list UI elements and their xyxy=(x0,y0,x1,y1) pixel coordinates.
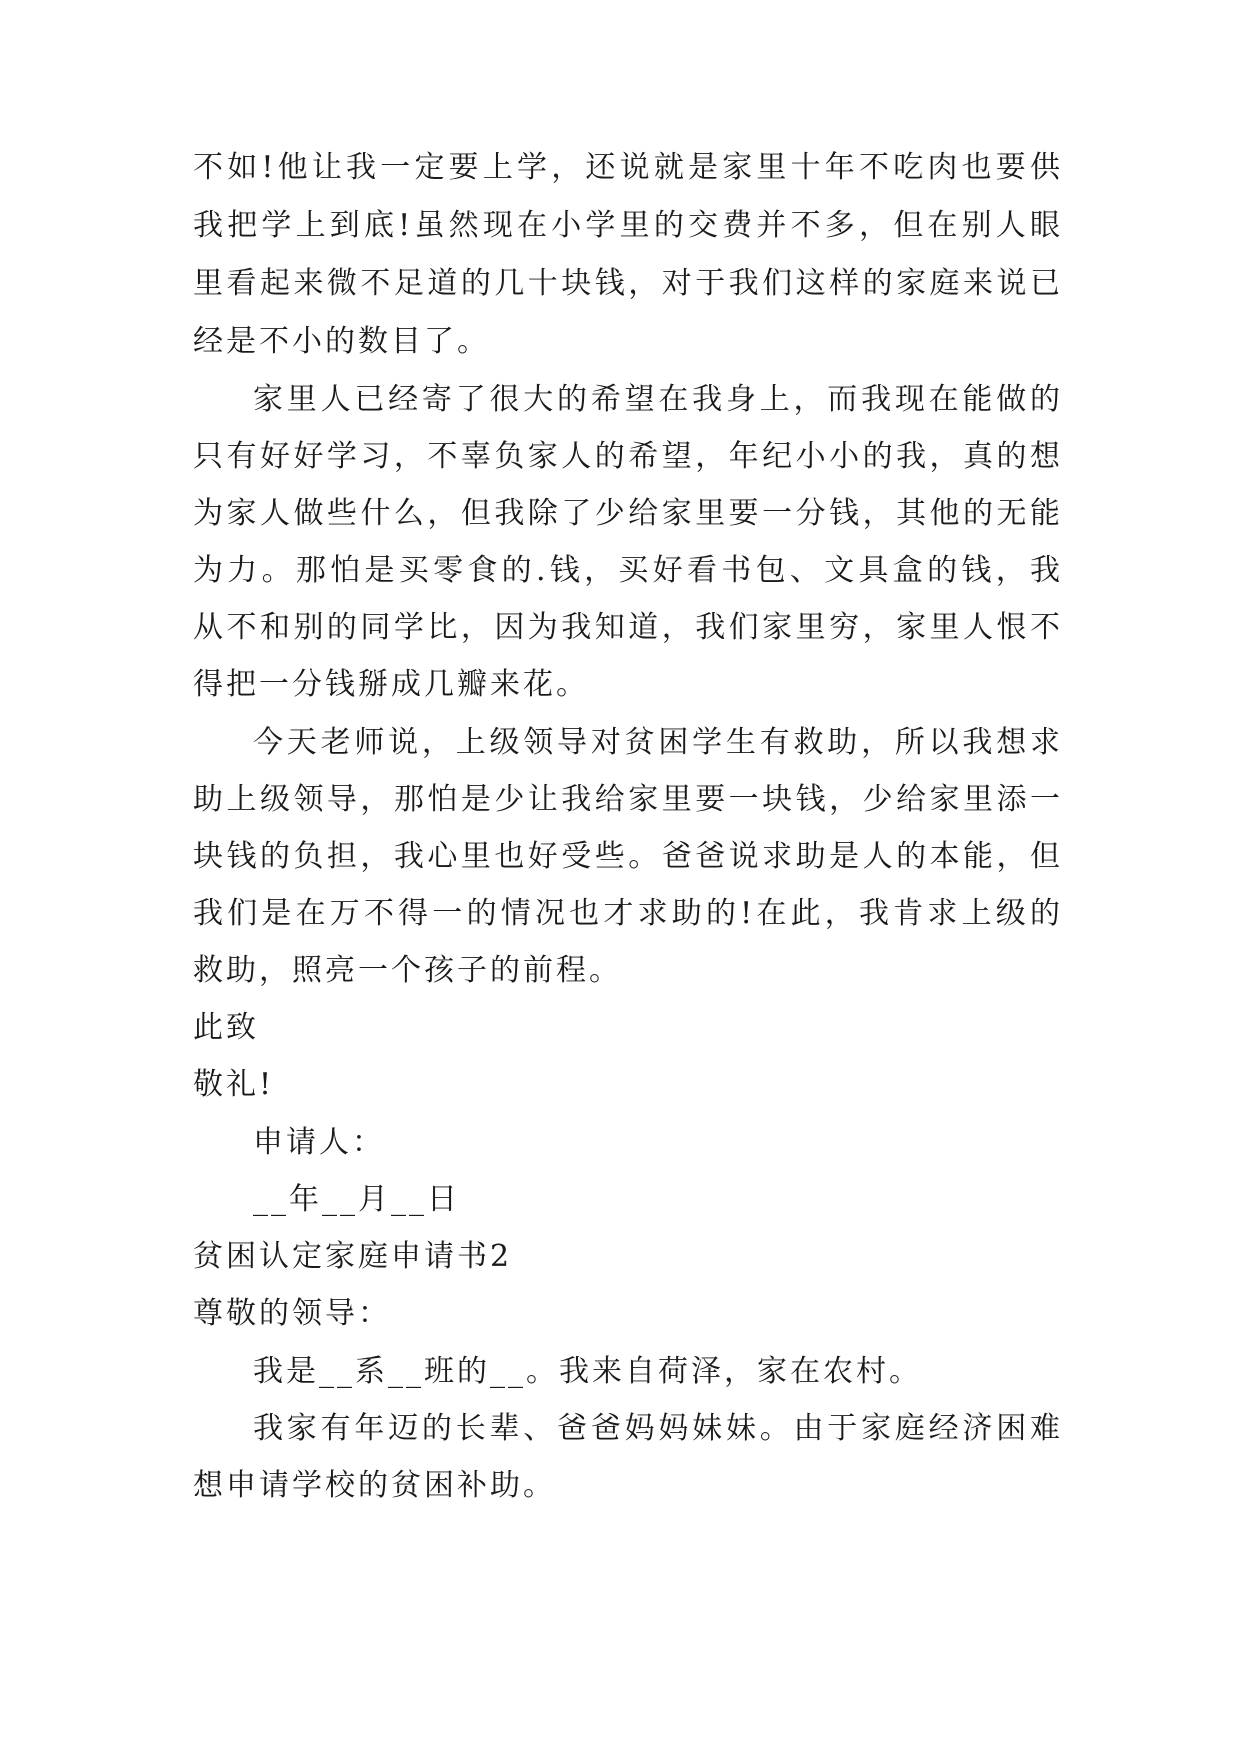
paragraph-2-line-4: 为力。那怕是买零食的.钱，买好看书包、文具盒的钱，我 xyxy=(193,553,1063,588)
paragraph-1-line-1: 不如!他让我一定要上学，还说就是家里十年不吃肉也要供 xyxy=(193,150,1063,185)
paragraph-3-line-2: 助上级领导，那怕是少让我给家里要一块钱，少给家里添一 xyxy=(193,782,1063,817)
applicant-label: 申请人： xyxy=(253,1125,385,1160)
letter-2-intro: 我是__系__班的__。我来自荷泽，家在农村。 xyxy=(253,1354,922,1389)
paragraph-2-line-3: 为家人做些什么，但我除了少给家里要一分钱，其他的无能 xyxy=(193,496,1063,531)
letter-2-body-line-1: 我家有年迈的长辈、爸爸妈妈妹妹。由于家庭经济困难 xyxy=(253,1411,1063,1446)
salutation-1: 此致 xyxy=(193,1010,259,1045)
paragraph-3-line-1: 今天老师说，上级领导对贫困学生有救助，所以我想求 xyxy=(253,725,1063,760)
date-line: __年__月__日 xyxy=(253,1182,460,1217)
paragraph-2-line-2: 只有好好学习，不辜负家人的希望，年纪小小的我，真的想 xyxy=(193,439,1063,474)
letter-2-body-line-2: 想申请学校的贫困补助。 xyxy=(193,1468,556,1503)
letter-2-title: 贫困认定家庭申请书2 xyxy=(193,1239,513,1274)
paragraph-2-line-1: 家里人已经寄了很大的希望在我身上，而我现在能做的 xyxy=(253,382,1063,417)
salutation-2: 敬礼! xyxy=(193,1067,275,1102)
paragraph-1-line-3: 里看起来微不足道的几十块钱，对于我们这样的家庭来说已 xyxy=(193,266,1063,301)
letter-2-greeting: 尊敬的领导： xyxy=(193,1296,391,1331)
paragraph-2-line-5: 从不和别的同学比，因为我知道，我们家里穷，家里人恨不 xyxy=(193,610,1063,645)
paragraph-2-line-6: 得把一分钱掰成几瓣来花。 xyxy=(193,667,589,702)
paragraph-3-line-4: 我们是在万不得一的情况也才求助的!在此，我肯求上级的 xyxy=(193,896,1063,931)
paragraph-3-line-5: 救助，照亮一个孩子的前程。 xyxy=(193,953,622,988)
paragraph-1-line-2: 我把学上到底!虽然现在小学里的交费并不多，但在别人眼 xyxy=(193,208,1063,243)
paragraph-1-line-4: 经是不小的数目了。 xyxy=(193,324,490,359)
paragraph-3-line-3: 块钱的负担，我心里也好受些。爸爸说求助是人的本能，但 xyxy=(193,839,1063,874)
